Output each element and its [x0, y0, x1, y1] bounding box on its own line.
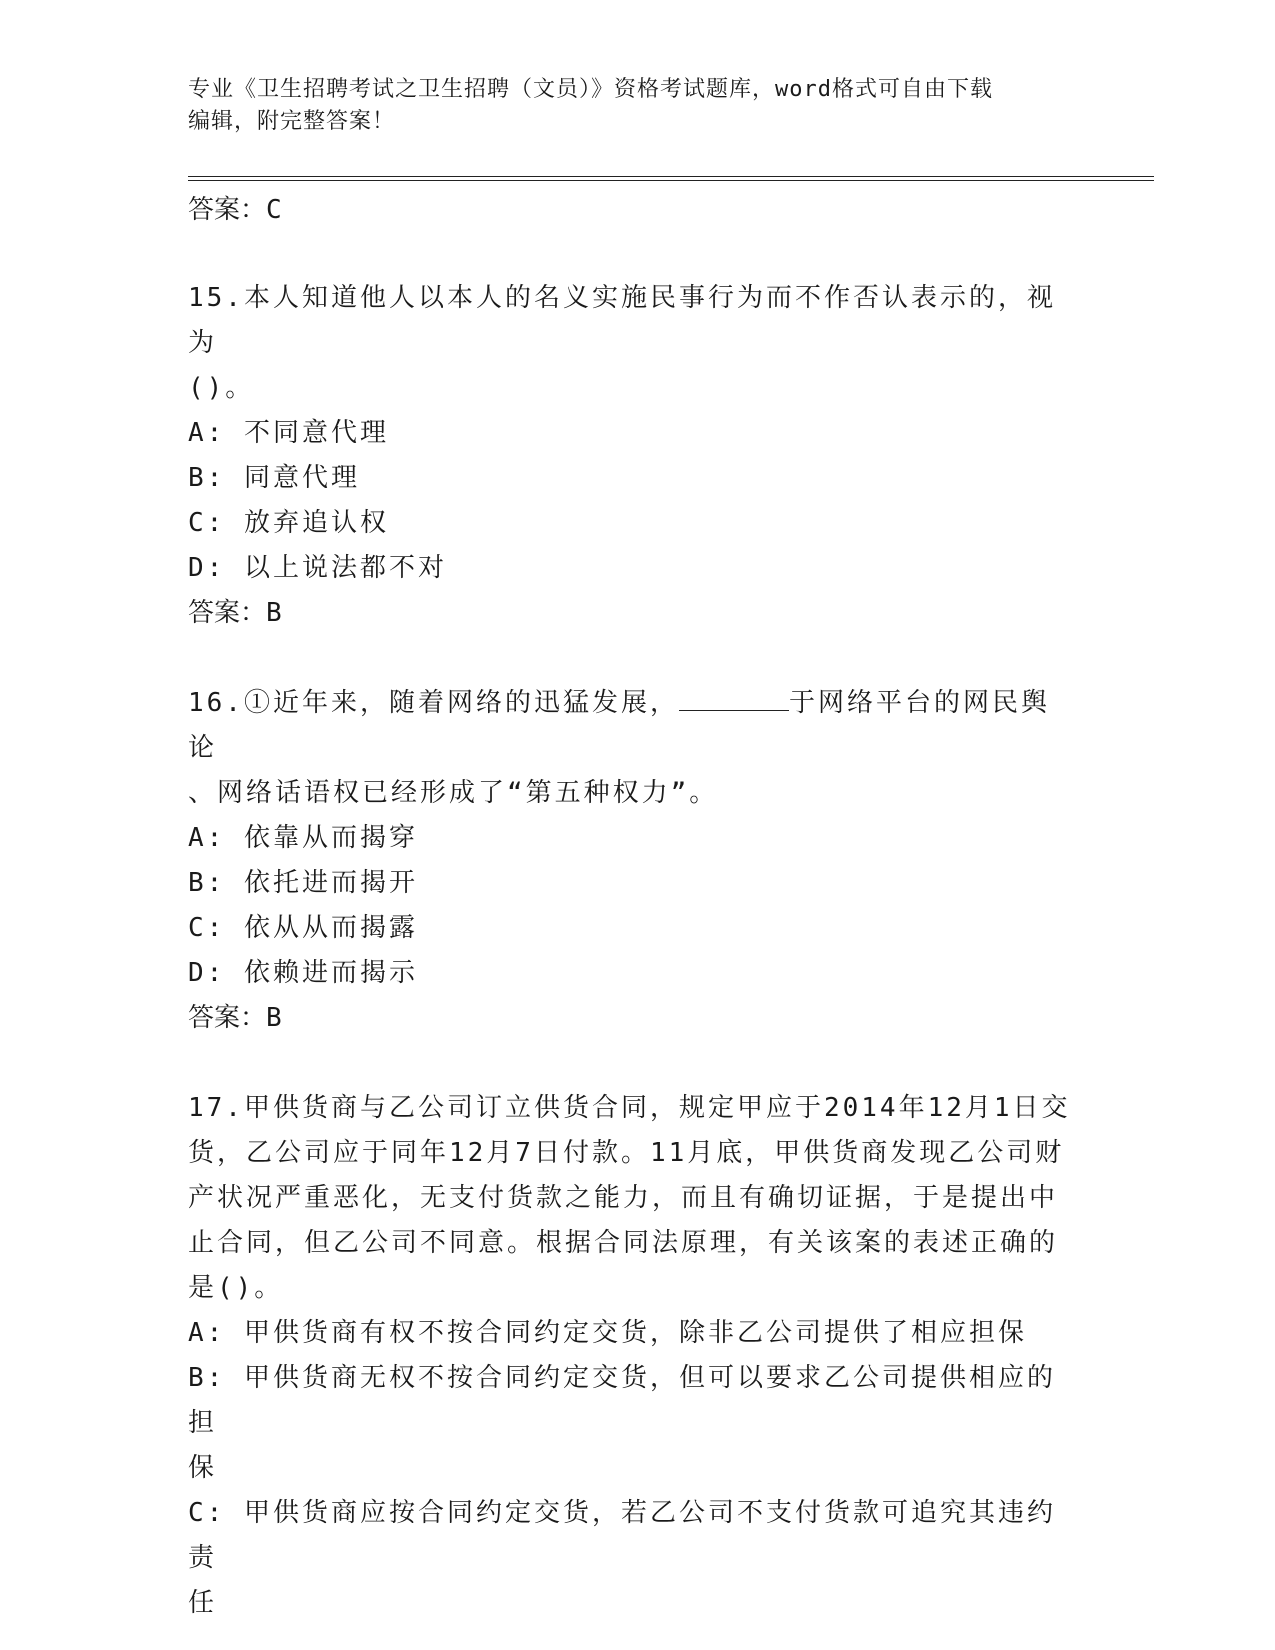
- option-c: C: 甲供货商应按合同约定交货，若乙公司不支付货款可追究其违约责: [188, 1498, 1056, 1573]
- document-header: [188, 74, 1088, 138]
- option-a: A: 依靠从而揭穿: [188, 823, 418, 853]
- question-stem: [188, 681, 1078, 771]
- option-b: B: 同意代理: [188, 463, 360, 493]
- answer-value: B: [266, 598, 282, 628]
- header-divider: [188, 176, 1154, 181]
- option-a: A: 甲供货商有权不按合同约定交货，除非乙公司提供了相应担保: [188, 1318, 1027, 1348]
- option-b: B: 甲供货商无权不按合同约定交货，但可以要求乙公司提供相应的担: [188, 1363, 1056, 1438]
- answer-line: [188, 998, 1078, 1038]
- option-c-continued: 任: [188, 1588, 218, 1618]
- question-stem: 是()。: [188, 1273, 284, 1303]
- option-a: A: 不同意代理: [188, 418, 389, 448]
- question-stem: ()。: [188, 373, 255, 403]
- answer-value: C: [266, 195, 282, 225]
- question-stem: 15.本人知道他人以本人的名义实施民事行为而不作否认表示的，视为: [188, 283, 1056, 358]
- answer-label: 答案：: [188, 195, 267, 225]
- option-d: D: 以上说法都不对: [188, 553, 447, 583]
- question-stem: 、网络话语权已经形成了“第五种权力”。: [188, 778, 719, 808]
- stem-text: 16.①近年来，随着网络的迅猛发展，: [188, 688, 679, 718]
- answer-line: [188, 593, 1078, 633]
- header-line-2: 编辑，附完整答案！: [188, 109, 396, 134]
- question-17: [188, 1086, 1078, 1626]
- option-b: B: 依托进而揭开: [188, 868, 418, 898]
- question-16: [188, 681, 1078, 1038]
- answer-value: B: [266, 1003, 282, 1033]
- answer-line: [188, 190, 1078, 230]
- option-b-continued: 保: [188, 1453, 218, 1483]
- question-15: [188, 276, 1078, 633]
- question-stem: 止合同，但乙公司不同意。根据合同法原理，有关该案的表述正确的: [188, 1228, 1059, 1258]
- fill-blank: [679, 684, 789, 711]
- question-stem: 产状况严重恶化，无支付货款之能力，而且有确切证据，于是提出中: [188, 1183, 1059, 1213]
- header-line-1: 专业《卫生招聘考试之卫生招聘（文员）》资格考试题库，word格式可自由下载: [188, 77, 993, 102]
- answer-label: 答案：: [188, 598, 267, 628]
- option-c: C: 放弃追认权: [188, 508, 389, 538]
- question-stem: 货，乙公司应于同年12月7日付款。11月底，甲供货商发现乙公司财: [188, 1138, 1065, 1168]
- option-c: C: 依从从而揭露: [188, 913, 418, 943]
- question-content: [188, 190, 1078, 1626]
- stem-text: 于网络平台的网民舆论: [188, 688, 1050, 763]
- answer-label: 答案：: [188, 1003, 267, 1033]
- question-stem: 17.甲供货商与乙公司订立供货合同，规定甲应于2014年12月1日交: [188, 1093, 1071, 1123]
- option-d: D: 依赖进而揭示: [188, 958, 418, 988]
